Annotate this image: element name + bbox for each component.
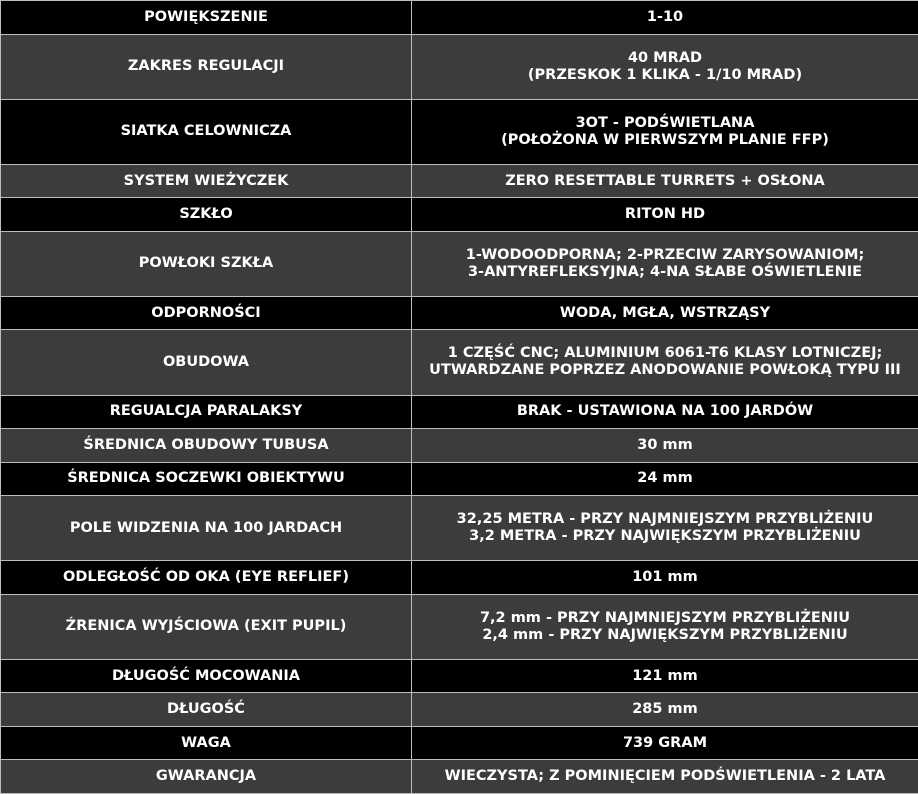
spec-value [412,99,918,164]
spec-label: OBUDOWA [1,330,412,395]
spec-value [412,659,918,693]
spec-label: SYSTEM WIEŻYCZEK [1,164,412,198]
spec-label: POLE WIDZENIA NA 100 JARDACH [1,496,412,561]
spec-row-eye-relief [1,561,918,595]
spec-value-line: 2,4 mm - PRZY NAJWIĘKSZYM PRZYBLIŻENIU [482,626,848,643]
spec-value-line: 3,2 METRA - PRZY NAJWIĘKSZYM PRZYBLIŻENIU [469,528,861,545]
spec-value [412,429,918,463]
spec-row-weight [1,726,918,760]
spec-value-line: 3-ANTYREFLEKSYJNA; 4-NA SŁABE OŚWIETLENIE [467,263,863,280]
spec-row-turret-system [1,164,918,198]
spec-row-adjustment-range [1,34,918,99]
spec-value-line: (PRZESKOK 1 KLIKA - 1/10 MRAD) [527,66,803,83]
spec-value [412,693,918,727]
spec-value-line: 739 GRAM [622,734,708,751]
spec-label: ŹRENICA WYJŚCIOWA (EXIT PUPIL) [1,594,412,659]
spec-value-line: ZERO RESETTABLE TURRETS + OSŁONA [505,172,825,189]
spec-value [412,1,918,35]
spec-value [412,462,918,496]
spec-value-line: 101 mm [632,568,698,585]
spec-row-glass [1,198,918,232]
spec-value-line: 1-10 [646,8,684,25]
spec-value [412,395,918,429]
spec-row-mounting-length [1,659,918,693]
spec-value-line: 3OT - PODŚWIETLANA [575,114,755,131]
spec-row-glass-coatings [1,231,918,296]
spec-value [412,34,918,99]
spec-value-line: WIECZYSTA; Z POMINIĘCIEM PODŚWIETLENIA - 2 LATA [444,768,886,785]
spec-label: POWŁOKI SZKŁA [1,231,412,296]
spec-row-field-of-view [1,496,918,561]
spec-value-line: WODA, MGŁA, WSTRZĄSY [559,304,771,321]
spec-value [412,330,918,395]
spec-value-line: 285 mm [632,701,698,718]
specifications-table-body [1,1,918,794]
spec-row-parallax [1,395,918,429]
spec-row-reticle [1,99,918,164]
spec-value-line: UTWARDZANE POPRZEZ ANODOWANIE POWŁOKĄ TYPU III [429,362,901,379]
spec-value-line: 1-WODOODPORNA; 2-PRZECIW ZARYSOWANIOM; [465,246,865,263]
spec-label: SZKŁO [1,198,412,232]
spec-row-magnification [1,1,918,35]
spec-value-line: 1 CZĘŚĆ CNC; ALUMINIUM 6061-T6 KLASY LOTNICZEJ; [447,345,883,362]
spec-label: ODPORNOŚCI [1,296,412,330]
spec-value-line: 7,2 mm - PRZY NAJMNIEJSZYM PRZYBLIŻENIU [479,609,851,626]
spec-row-tube-diameter [1,429,918,463]
spec-label: ZAKRES REGULACJI [1,34,412,99]
spec-label: DŁUGOŚĆ [1,693,412,727]
spec-label: DŁUGOŚĆ MOCOWANIA [1,659,412,693]
spec-value-line: 24 mm [637,470,693,487]
spec-row-exit-pupil [1,594,918,659]
spec-value [412,594,918,659]
spec-value-line: 121 mm [632,667,698,684]
spec-row-length [1,693,918,727]
spec-value-line: 30 mm [637,436,693,453]
spec-label: POWIĘKSZENIE [1,1,412,35]
spec-label: GWARANCJA [1,760,412,794]
spec-value-line: 40 MRAD [627,49,703,66]
spec-label: SIATKA CELOWNICZA [1,99,412,164]
spec-value-line: (POŁOŻONA W PIERWSZYM PLANIE FFP) [501,131,829,148]
spec-label: REGUALCJA PARALAKSY [1,395,412,429]
spec-label: ŚREDNICA SOCZEWKI OBIEKTYWU [1,462,412,496]
spec-value-line: RITON HD [624,206,706,223]
spec-value-line: 32,25 METRA - PRZY NAJMNIEJSZYM PRZYBLIŻENIU [456,511,874,528]
spec-row-objective-diameter [1,462,918,496]
spec-row-warranty [1,760,918,794]
spec-value [412,231,918,296]
spec-value-line: BRAK - USTAWIONA NA 100 JARDÓW [516,403,814,420]
spec-value [412,164,918,198]
spec-value [412,726,918,760]
spec-row-housing [1,330,918,395]
spec-value [412,198,918,232]
spec-value [412,561,918,595]
spec-value [412,296,918,330]
spec-value [412,496,918,561]
spec-row-resistance [1,296,918,330]
spec-label: WAGA [1,726,412,760]
spec-label: ŚREDNICA OBUDOWY TUBUSA [1,429,412,463]
spec-label: ODLEGŁOŚĆ OD OKA (EYE REFLIEF) [1,561,412,595]
spec-value [412,760,918,794]
